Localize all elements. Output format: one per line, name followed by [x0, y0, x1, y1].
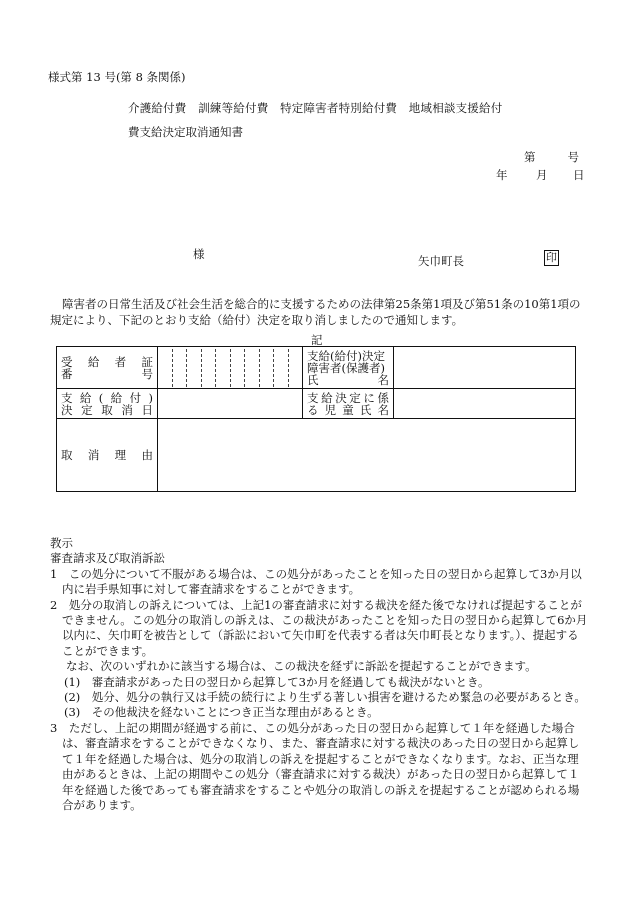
recipient-number-label: 受 給 者 証 番 号 — [57, 347, 158, 389]
holder-name-label: 支給(給付)決定 障害者(保護者) 氏 名 — [303, 347, 394, 389]
month-label: 月 — [536, 168, 548, 182]
instruction-item-2: 2 処分の取消しの訴えについては、上記1の審査請求に対する裁決を経た後でなければ提起することができません。この処分の取消しの訴えは、この裁決があったことを知った日の翌日から起算して6か月以内に、矢巾町を被告として（訴訟において矢巾町を代表する者は矢巾町長となります。）、提起することができます。 — [50, 597, 588, 658]
instruction-item-3: 3 ただし、上記の期間が経過する前に、この処分があった日の翌日から起算して１年を経過した場合は、審査請求をすることができなくなり、また、審査請求に対する裁決のあった日の翌日から起算して１年を経過した場合は、処分の取消しの訴えを提起することができなくなります。なお、正当な理由があるときは、上記の期間やこの処分（審査請求に対する裁決）があった日の翌日から起算して１年を経過した後であっても審査請求をすることや処分の取消しの訴えを提起することが認められる場合があります。 — [50, 720, 580, 812]
year-label: 年 — [496, 168, 508, 182]
holder-name-value — [394, 347, 576, 389]
instruction-sub-3: (3) その他裁決を経ないことにつき正当な理由があるとき。 — [64, 705, 379, 720]
instruction-sub-1: (1) 審査請求があった日の翌日から起算して3か月を経過しても裁決がないとき。 — [64, 674, 490, 689]
document-title-line1: 介護給付費 訓練等給付費 特定障害者特別給付費 地域相談支援給付 — [128, 101, 503, 115]
notice-text: 障害者の日常生活及び社会生活を総合的に支援するための法律第25条第1項及び第51条の10第1項の規定により、下記のとおり支給（給付）決定を取り消しましたので通知します。 — [50, 297, 581, 327]
issuer-name: 矢巾町長 — [418, 254, 464, 268]
instruction-sub-2: (2) 処分、処分の執行又は手続の続行により生ずる著しい損害を避けるため緊急の必要があるとき。 — [64, 690, 586, 705]
instruction-subheading: 審査請求及び取消訴訟 — [50, 551, 165, 566]
number-suffix: 号 — [567, 150, 579, 164]
cancel-date-value — [158, 389, 303, 419]
form-number: 様式第 13 号(第 8 条関係) — [48, 70, 186, 84]
instruction-heading: 教示 — [50, 536, 73, 550]
document-title-line2: 費支給決定取消通知書 — [128, 125, 243, 139]
reason-value — [158, 419, 576, 492]
seal-mark: 印 — [546, 251, 557, 264]
instruction-item-2-note: なお、次のいずれかに該当する場合は、この裁決を経ずに訴訟を提起することができます。 — [66, 659, 537, 674]
child-name-label: 支 給 決 定 に 係 る 児 童 氏 名 — [303, 389, 394, 419]
addressee-honorific: 様 — [193, 247, 205, 261]
day-label: 日 — [573, 168, 585, 182]
issue-date — [496, 168, 585, 182]
instruction-item-1: 1 この処分について不服がある場合は、この処分があったことを知った日の翌日から起算して3か月以内に岩手県知事に対して審査請求をすることができます。 — [50, 566, 582, 597]
instruction-section — [50, 536, 590, 813]
number-prefix: 第 — [524, 150, 536, 164]
recipient-number-boxes — [158, 347, 303, 389]
document-number — [524, 150, 579, 164]
child-name-value — [394, 389, 576, 419]
cancellation-table — [56, 346, 576, 492]
ki-heading: 記 — [311, 333, 323, 347]
reason-label: 取 消 理 由 — [57, 419, 158, 492]
notice-paragraph — [50, 296, 582, 328]
cancel-date-label: 支 給 ( 給 付 ) 決 定 取 消 日 — [57, 389, 158, 419]
